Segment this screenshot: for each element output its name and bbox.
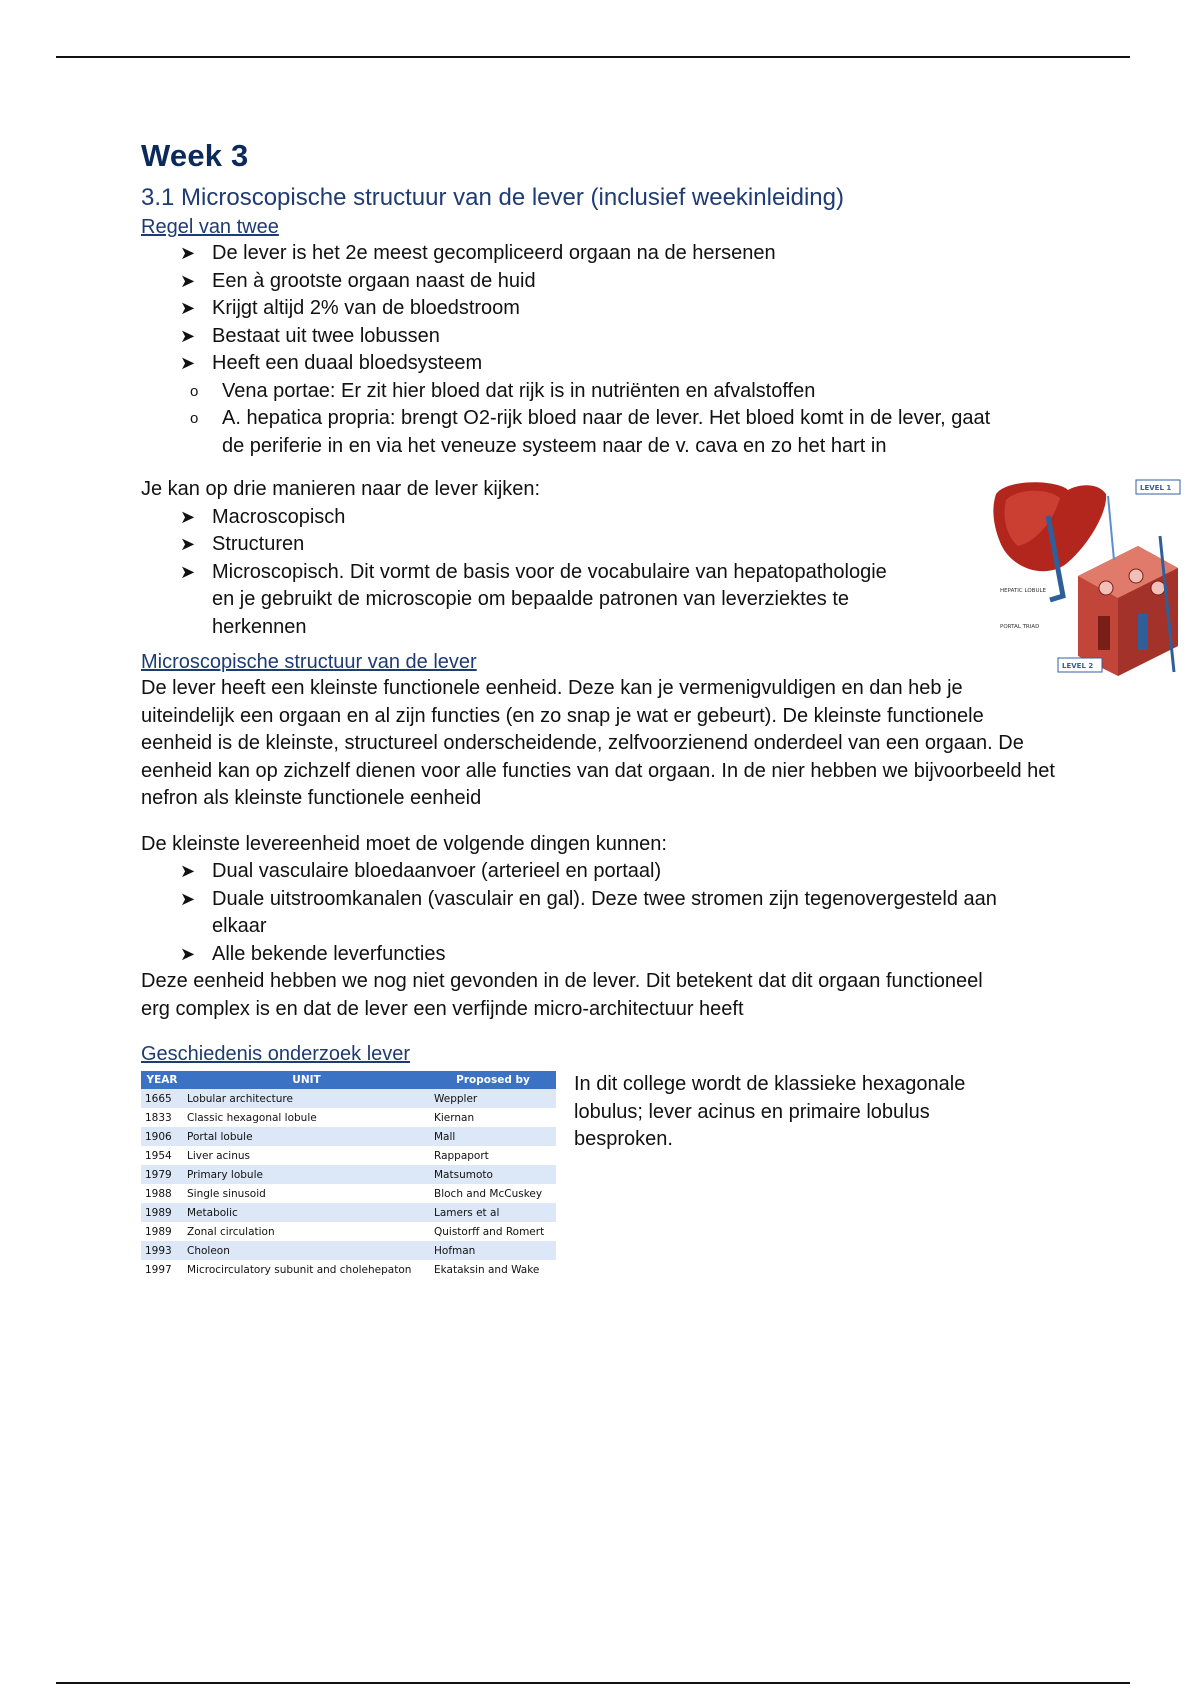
table-cell: Mall	[430, 1127, 556, 1146]
history-description: In dit college wordt de klassieke hexagonale lobulus; lever acinus en primaire lobulus besproken.	[574, 1073, 966, 1150]
table-cell: Kiernan	[430, 1108, 556, 1127]
table-cell: 1993	[141, 1241, 183, 1260]
paragraph-requirements-intro: De kleinste levereenheid moet de volgende dingen kunnen:	[141, 832, 667, 855]
table-cell: 1906	[141, 1127, 183, 1146]
table-row	[141, 1165, 556, 1184]
list-item	[190, 378, 1017, 406]
table-cell: 1833	[141, 1108, 183, 1127]
liver-illustration	[988, 476, 1188, 676]
level2-label: LEVEL 2	[1062, 662, 1094, 670]
table-cell: 1989	[141, 1203, 183, 1222]
list-item	[180, 504, 890, 532]
table-header: UNIT	[183, 1071, 430, 1089]
arrow-bullet-icon: ➤	[180, 561, 196, 582]
list-item	[180, 858, 1020, 886]
table-row	[141, 1108, 556, 1127]
arrow-bullet-icon: ➤	[180, 325, 196, 346]
table-cell: Liver acinus	[183, 1146, 430, 1165]
table-cell: 1997	[141, 1260, 183, 1279]
table-cell: Choleon	[183, 1241, 430, 1260]
table-cell: Weppler	[430, 1089, 556, 1108]
views-intro: Je kan op drie manieren naar de lever kijken:	[141, 478, 541, 500]
bullet-list-requirements	[141, 858, 1020, 968]
top-rule	[56, 56, 1130, 58]
table-cell: 1988	[141, 1184, 183, 1203]
list-item	[180, 941, 1020, 969]
bottom-rule	[56, 1682, 1130, 1684]
table-cell: Rappaport	[430, 1146, 556, 1165]
table-cell: 1954	[141, 1146, 183, 1165]
list-item	[180, 268, 1141, 296]
table-row	[141, 1260, 556, 1279]
arrow-bullet-icon: ➤	[180, 243, 196, 263]
table-row	[141, 1222, 556, 1241]
section-title: 3.1 Microscopische structuur van de lever (inclusief weekinleiding)	[141, 184, 844, 211]
table-cell: Classic hexagonal lobule	[183, 1108, 430, 1127]
level1-label: LEVEL 1	[1140, 484, 1172, 492]
table-cell: Single sinusoid	[183, 1184, 430, 1203]
table-cell: Matsumoto	[430, 1165, 556, 1184]
list-item-text: De lever is het 2e meest gecompliceerd orgaan na de hersenen	[212, 242, 776, 264]
table-row	[141, 1146, 556, 1165]
list-item	[180, 350, 1141, 378]
table-cell: Lobular architecture	[183, 1089, 430, 1108]
table-cell: Hofman	[430, 1241, 556, 1260]
list-item-text: Dual vasculaire bloedaanvoer (arterieel en portaal)	[212, 860, 662, 882]
arrow-bullet-icon: ➤	[180, 861, 196, 881]
arrow-bullet-icon: ➤	[180, 534, 196, 554]
table-header: YEAR	[141, 1071, 183, 1089]
list-item	[180, 323, 1141, 351]
table-cell: Primary lobule	[183, 1165, 430, 1184]
list-item	[180, 240, 1141, 268]
table-row	[141, 1127, 556, 1146]
bullet-list-regel	[141, 240, 1141, 378]
table-row	[141, 1241, 556, 1260]
list-item-text: Heeft een duaal bloedsysteem	[212, 352, 483, 374]
arrow-bullet-icon: ➤	[180, 298, 196, 318]
table-cell: Quistorff and Romert	[430, 1222, 556, 1241]
table-cell: Microcirculatory subunit and cholehepaton	[183, 1260, 430, 1279]
table-cell: Bloch and McCuskey	[430, 1184, 556, 1203]
table-header: Proposed by	[430, 1071, 556, 1089]
page-title: Week 3	[141, 138, 249, 173]
list-item-text: A. hepatica propria: brengt O2-rijk bloed naar de lever. Het bloed komt in de lever, gaat de periferie in en via het veneuze systeem naar de v. cava en zo het hart in	[222, 407, 991, 457]
paragraph-conclusion: Deze eenheid hebben we nog niet gevonden in de lever. Dit betekent dat dit orgaan functioneel erg complex is en dat de lever een verfijnde micro-architectuur heeft	[141, 970, 983, 1020]
table-row	[141, 1203, 556, 1222]
list-item-text: Duale uitstroomkanalen (vasculair en gal). Deze twee stromen zijn tegenovergesteld aan elkaar	[212, 887, 997, 937]
history-table	[141, 1071, 556, 1279]
list-item-text: Macroscopisch	[212, 505, 346, 528]
list-item-text: Krijgt altijd 2% van de bloedstroom	[212, 297, 520, 319]
list-item	[180, 295, 1141, 323]
paragraph-functional-unit: De lever heeft een kleinste functionele eenheid. Deze kan je vermenigvuldigen en dan heb je uiteindelijk een orgaan en al zijn functies (en zo snap je wat er gebeurt). De kleinste functionele eenheid is de kleinste, structureel onderscheidende, zelfvoorzienend onderdeel van een orgaan. De eenheid kan op zichzelf dienen voor alle functies van dat orgaan. In de nier hebben we bijvoorbeeld het nefron als kleinste functionele eenheid	[141, 677, 1055, 809]
table-cell: 1979	[141, 1165, 183, 1184]
heading-regel-van-twee: Regel van twee	[141, 216, 279, 238]
list-item-text: Microscopisch. Dit vormt de basis voor de vocabulaire van hepatopathologie en je gebruikt de microscopie om bepaalde patronen van leverziektes te herkennen	[212, 560, 887, 638]
portal-triad-label: PORTAL TRIAD	[1000, 624, 1040, 630]
arrow-bullet-icon: ➤	[180, 506, 196, 527]
list-item	[190, 405, 1017, 460]
circle-bullet-icon: o	[190, 382, 199, 400]
hepatic-lobule-label: HEPATIC LOBULE	[1000, 588, 1047, 594]
arrow-bullet-icon: ➤	[180, 943, 196, 964]
list-item-text: Bestaat uit twee lobussen	[212, 324, 440, 347]
bullet-list-views	[141, 504, 890, 642]
document-page	[141, 138, 1172, 1279]
sub-bullet-list	[141, 378, 1141, 461]
table-cell: 1989	[141, 1222, 183, 1241]
arrow-bullet-icon: ➤	[180, 270, 196, 291]
heading-microscopische-structuur: Microscopische structuur van de lever	[141, 651, 477, 673]
list-item-text: Een à grootste orgaan naast de huid	[212, 269, 536, 292]
history-block	[141, 1071, 1141, 1279]
table-row	[141, 1089, 556, 1108]
table-cell: Zonal circulation	[183, 1222, 430, 1241]
circle-bullet-icon: o	[190, 410, 199, 427]
arrow-bullet-icon: ➤	[180, 888, 196, 909]
list-item-text: Vena portae: Er zit hier bloed dat rijk is in nutriënten en afvalstoffen	[222, 379, 816, 402]
heading-geschiedenis: Geschiedenis onderzoek lever	[141, 1043, 411, 1065]
table-cell: Metabolic	[183, 1203, 430, 1222]
list-item	[180, 531, 890, 559]
list-item	[180, 886, 1020, 941]
list-item	[180, 559, 890, 642]
list-item-text: Alle bekende leverfuncties	[212, 942, 446, 965]
table-cell: Lamers et al	[430, 1203, 556, 1222]
table-cell: Portal lobule	[183, 1127, 430, 1146]
table-cell: 1665	[141, 1089, 183, 1108]
table-cell: Ekataksin and Wake	[430, 1260, 556, 1279]
table-row	[141, 1184, 556, 1203]
arrow-bullet-icon: ➤	[180, 353, 196, 373]
list-item-text: Structuren	[212, 533, 305, 555]
